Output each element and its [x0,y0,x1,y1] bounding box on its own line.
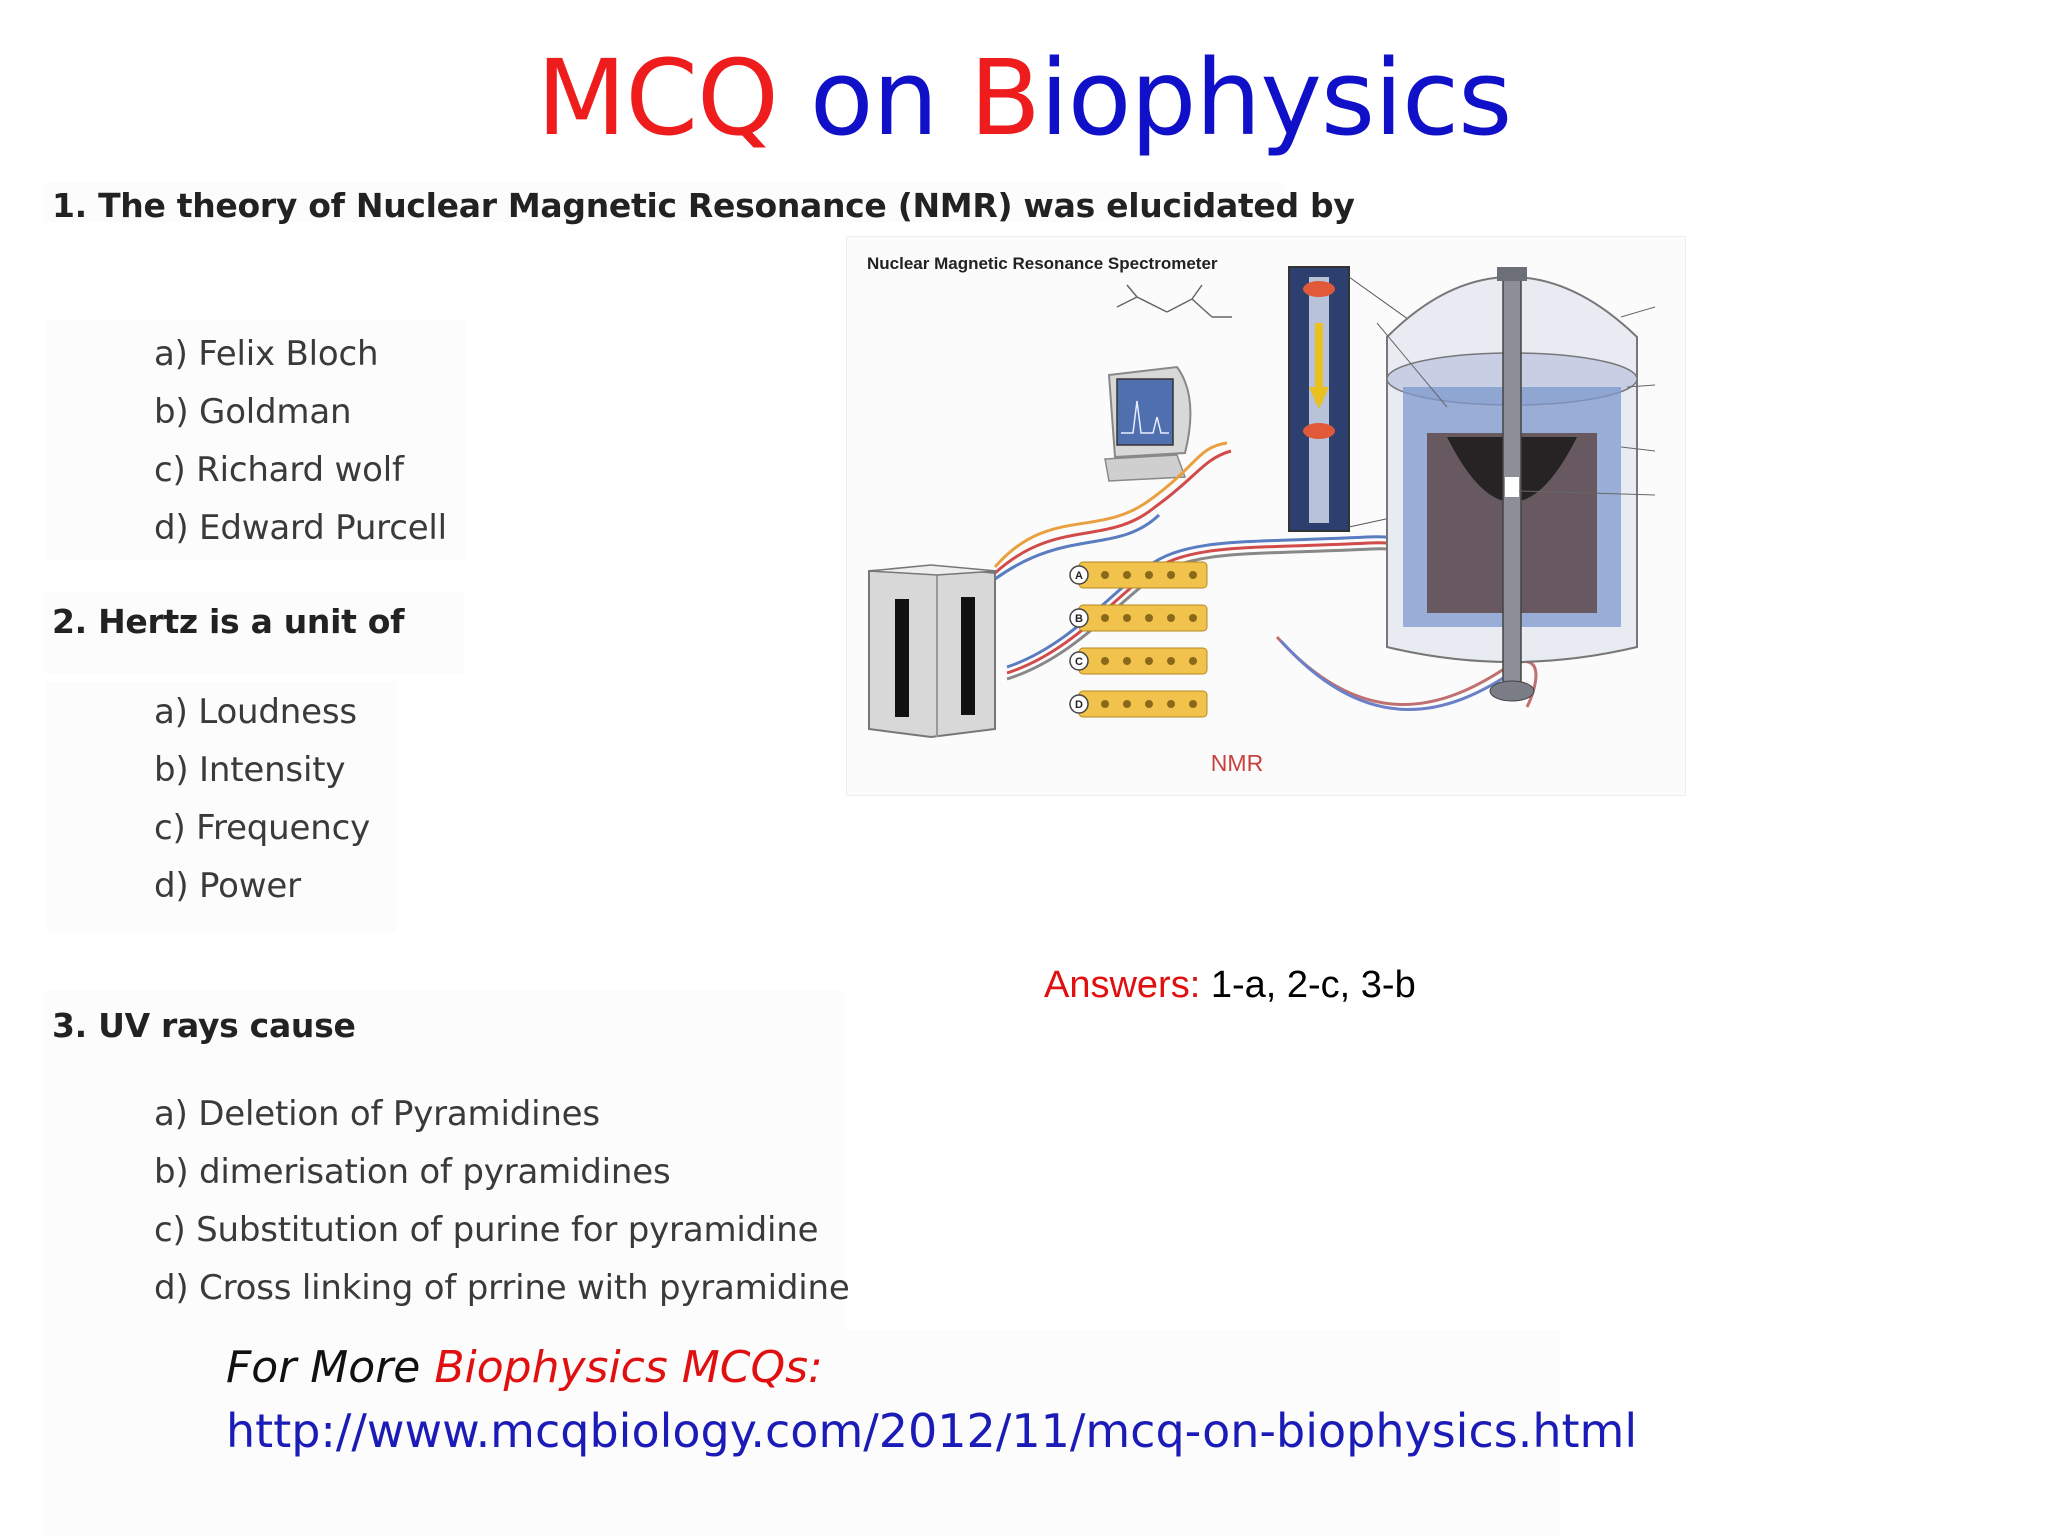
question-3-option-a: a) Deletion of Pyramidines [154,1094,600,1134]
source-link[interactable]: http://www.mcqbiology.com/2012/11/mcq-on-biophysics.html [226,1404,1638,1458]
title-mcq: MCQ [536,37,778,159]
question-1: 1. The theory of Nuclear Magnetic Resonance (NMR) was elucidated by [52,186,1355,225]
question-2-option-c: c) Frequency [154,808,371,848]
page-title [0,38,2048,158]
question-3-option-c: c) Substitution of purine for pyramidine [154,1210,819,1250]
question-3: 3. UV rays cause [52,1006,356,1045]
atomic-states [1070,562,1207,717]
question-1-option-b: b) Goldman [154,392,352,432]
figure-heading: Nuclear Magnetic Resonance Spectrometer [867,254,1218,273]
question-2-option-a: a) Loudness [154,692,357,732]
console-box [869,565,997,737]
molecule-icon [1117,285,1232,317]
more-mcqs-line [226,1342,823,1393]
question-2-option-b: b) Intensity [154,750,346,790]
question-1-option-d: d) Edward Purcell [154,508,447,548]
question-3-option-b: b) dimerisation of pyramidines [154,1152,671,1192]
figure-caption: NMR [1210,750,1264,776]
question-3-option-d: d) Cross linking of prrine with pyramidine [154,1268,850,1308]
more-highlight: Biophysics MCQs: [434,1342,823,1393]
question-1-option-c: c) Richard wolf [154,450,404,490]
title-iophysics: iophysics [1039,37,1512,159]
more-prefix: For More [226,1342,435,1393]
answers-value: 1-a, 2-c, 3-b [1200,964,1416,1006]
answers-line [1044,964,1416,1007]
nmr-spectrometer-figure [846,236,1686,796]
state-label-c: C [1075,656,1083,668]
state-label-a: A [1075,570,1083,582]
nmr-diagram [847,237,1685,795]
computer-monitor-icon [1105,367,1190,481]
question-1-option-a: a) Felix Bloch [154,334,379,374]
title-on: on [777,37,970,159]
state-label-b: B [1075,613,1083,625]
state-label-d: D [1075,699,1083,711]
question-2: 2. Hertz is a unit of [52,602,405,641]
answers-label: Answers: [1044,964,1201,1006]
question-2-option-d: d) Power [154,866,301,906]
title-b: B [969,37,1040,159]
superconducting-magnet [1387,267,1637,701]
